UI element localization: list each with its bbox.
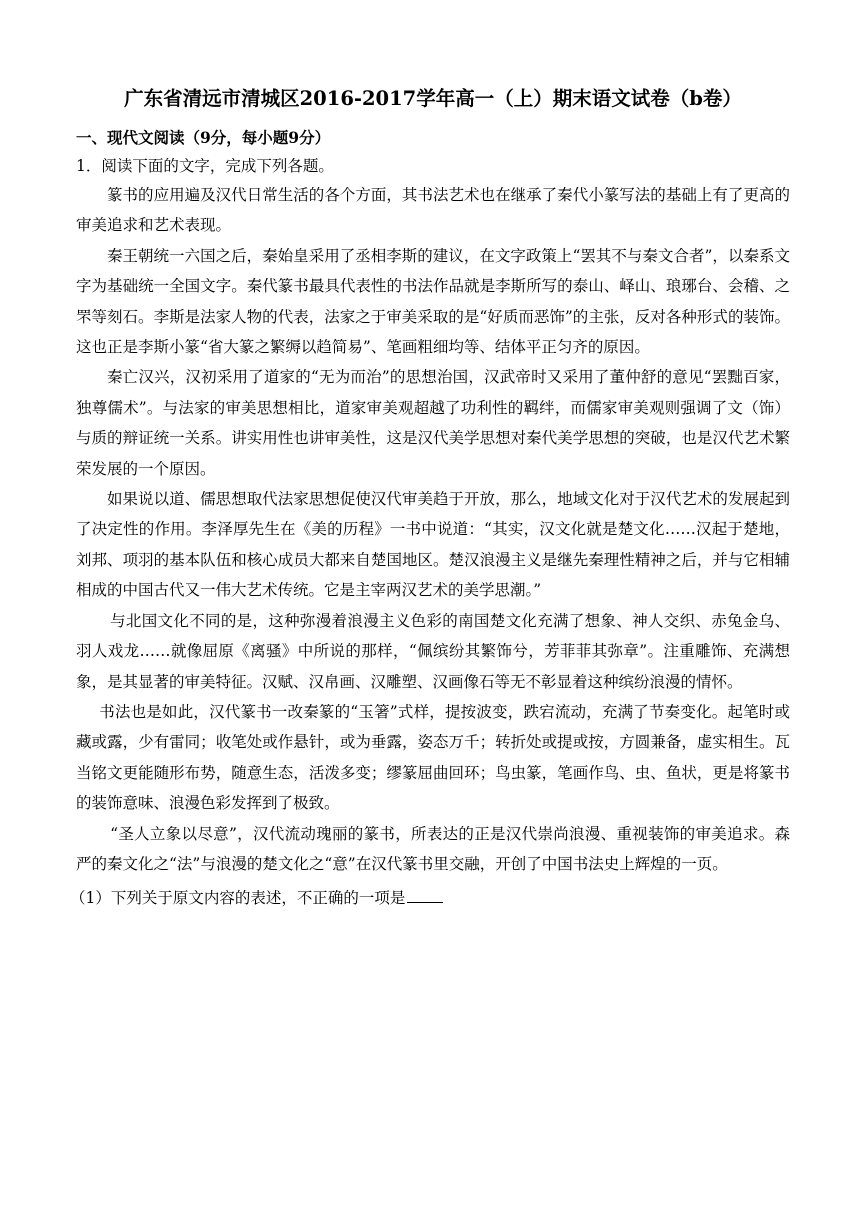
sub-question-text: （1）下列关于原文内容的表述，不正确的一项是	[70, 889, 406, 908]
exam-title: 广东省清远市清城区2016-2017学年高一（上）期末语文试卷（b卷）	[124, 87, 742, 110]
passage-paragraph-6: 书法也是如此，汉代篆书一改秦篆的“玉箸”式样，提按波变，跌宕流动，充满了节奏变化。起笔时或藏或露，少有雷同；收笔处或作悬针，或为垂露，姿态万千；转折处或提或按，方圆兼备，虚实相生。瓦当铭文更能随形布势，随意生态，活泼多变；缪篆屈曲回环；鸟虫篆，笔画作鸟、虫、鱼状，更是将篆书的装饰意味、浪漫色彩发挥到了极致。	[76, 702, 790, 813]
passage-paragraph-1: 篆书的应用遍及汉代日常生活的各个方面，其书法艺术也在继承了秦代小篆写法的基础上有了更高的审美追求和艺术表现。	[76, 186, 790, 235]
passage-paragraph-7: “圣人立象以尽意”，汉代流动瑰丽的篆书，所表达的正是汉代崇尚浪漫、重视装饰的审美追求。森严的秦文化之“法”与浪漫的楚文化之“意”在汉代篆书里交融，开创了中国书法史上辉煌的一页。	[76, 824, 790, 873]
sub-question-1	[70, 883, 790, 913]
answer-blank[interactable]	[407, 888, 443, 903]
passage-paragraph-2: 秦王朝统一六国之后，秦始皇采用了丞相李斯的建议，在文字政策上“罢其不与秦文合者”，以秦系文字为基础统一全国文字。秦代篆书最具代表性的书法作品就是李斯所写的泰山、峄山、琅琊台、会稽、之罘等刻石。李斯是法家人物的代表，法家之于审美采取的是“好质而恶饰”的主张，反对各种形式的装饰。这也正是李斯小篆“省大篆之繁缛以趋简易”、笔画粗细均等、结体平正匀齐的原因。	[76, 246, 790, 357]
section-heading: 一、现代文阅读（9分，每小题9分）	[76, 128, 331, 147]
passage-paragraph-3: 秦亡汉兴，汉初采用了道家的“无为而治”的思想治国，汉武帝时又采用了董仲舒的意见“罢黜百家，独尊儒术”。与法家的审美思想相比，道家审美观超越了功利性的羁绊，而儒家审美观则强调了文（饰）与质的辩证统一关系。讲实用性也讲审美性，这是汉代美学思想对秦代美学思想的突破，也是汉代艺术繁荣发展的一个原因。	[76, 368, 790, 478]
passage-paragraph-4: 如果说以道、儒思想取代法家思想促使汉代审美趋于开放，那么，地域文化对于汉代艺术的发展起到了决定性的作用。李泽厚先生在《美的历程》一书中说道：“其实，汉文化就是楚文化……汉起于楚地，刘邦、项羽的基本队伍和核心成员大都来自楚国地区。楚汉浪漫主义是继先秦理性精神之后，并与它相辅相成的中国古代又一伟大艺术传统。它是主宰两汉艺术的美学思潮。”	[76, 490, 790, 600]
question-intro: 1．阅读下面的文字，完成下列各题。	[76, 157, 334, 175]
passage-paragraph-5: 与北国文化不同的是，这种弥漫着浪漫主义色彩的南国楚文化充满了想象、神人交织、赤兔金乌、羽人戏龙……就像屈原《离骚》中所说的那样，“佩缤纷其繁饰兮，芳菲菲其弥章”。注重雕饰、充满想象，是其显著的审美特征。汉赋、汉帛画、汉雕塑、汉画像石等无不彰显着这种缤纷浪漫的情怀。	[76, 611, 790, 691]
